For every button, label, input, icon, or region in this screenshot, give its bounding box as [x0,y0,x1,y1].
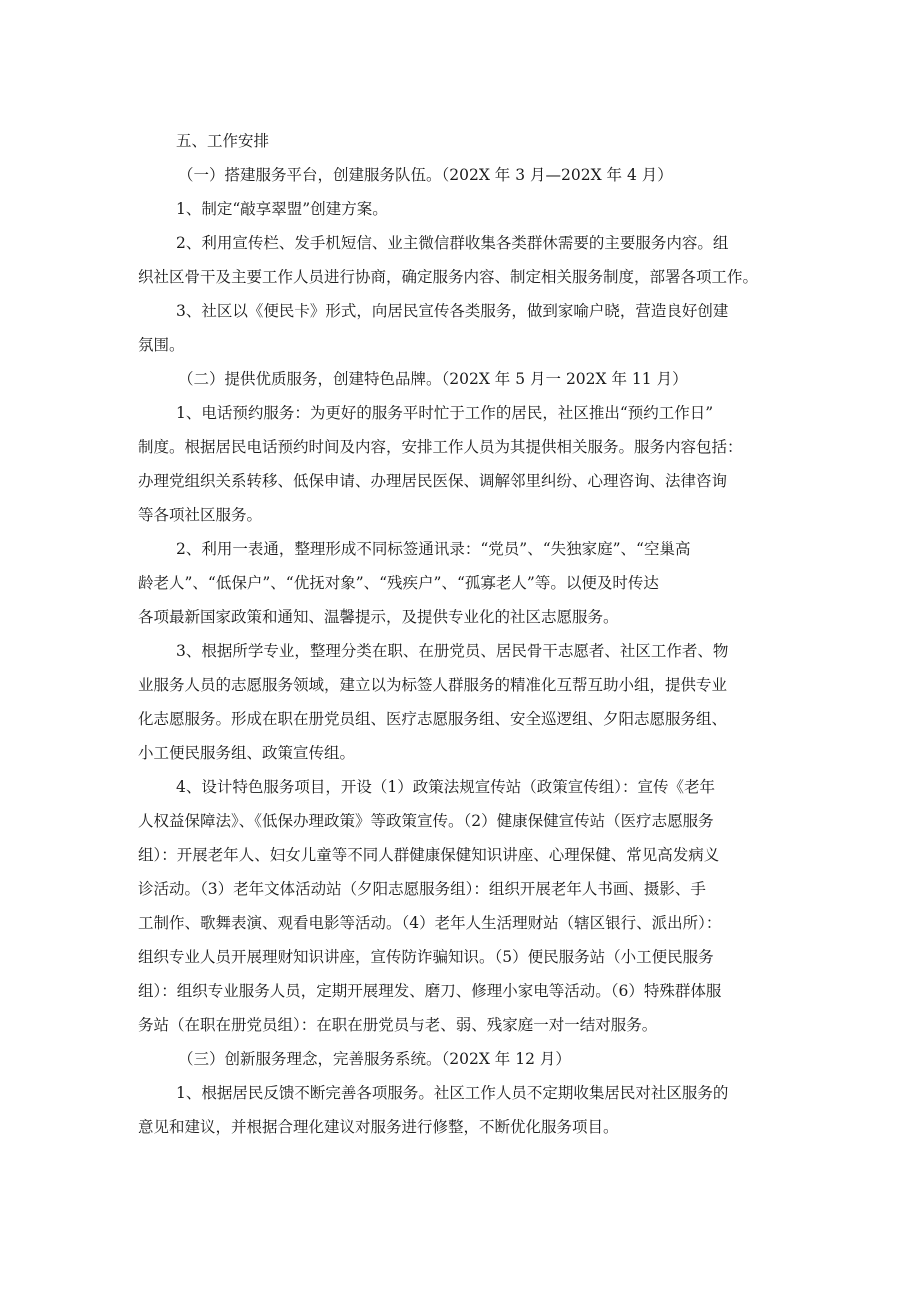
subsection-heading-3: （三）创新服务理念，完善服务系统。（202X 年 12 月） [178,1050,571,1068]
paragraph-2-4-line-6: 组织专业人员开展理财知识讲座，宣传防诈骗知识。（5）便民服务站（小工便民服务 [138,948,714,966]
paragraph-2-3-line-3: 化志愿服务。形成在职在册党员组、医疗志愿服务组、安全巡逻组、夕阳志愿服务组、 [138,710,728,728]
paragraph-2-2-line-1: 2、利用一表通，整理形成不同标签通讯录：“党员”、“失独家庭”、“空巢高 [176,540,691,558]
document-page [138,124,798,1144]
paragraph-2-3-line-4: 小工便民服务组、政策宣传组。 [138,744,356,762]
section-title: 五、工作安排 [176,132,270,150]
paragraph-2-4-line-7: 组）：组织专业服务人员，定期开展理发、磨刀、修理小家电等活动。（6）特殊群体服 [138,982,722,1000]
paragraph-2-1-line-2: 制度。根据居民电话预约时间及内容，安排工作人员为其提供相关服务。服务内容包括： [138,438,743,456]
paragraph-2-4-line-4: 诊活动。（3）老年文体活动站（夕阳志愿服务组）：组织开展老年人书画、摄影、手 [138,880,706,898]
paragraph-1-3-line-1: 3、社区以《便民卡》形式，向居民宣传各类服务，做到家喻户晓，营造良好创建 [176,302,729,320]
subsection-heading-1: （一）搭建服务平台，创建服务队伍。（202X 年 3 月—202X 年 4 月） [178,166,673,184]
paragraph-1-1: 1、制定“敲享翠盟”创建方案。 [176,200,388,218]
paragraph-2-4-line-8: 务站（在职在册党员组）：在职在册党员与老、弱、残家庭一对一结对服务。 [138,1016,658,1034]
paragraph-2-3-line-2: 业服务人员的志愿服务领域，建立以为标签人群服务的精准化互帮互助小组，提供专业 [138,676,728,694]
subsection-heading-2: （二）提供优质服务，创建特色品牌。（202X 年 5 月一 202X 年 11 月） [178,370,688,388]
paragraph-2-2-line-3: 各项最新国家政策和通知、温馨提示，及提供专业化的社区志愿服务。 [138,608,619,626]
paragraph-2-4-line-3: 组）：开展老年人、妇女儿童等不同人群健康保健知识讲座、心理保健、常见高发病义 [138,846,720,864]
paragraph-3-1-line-1: 1、根据居民反馈不断完善各项服务。社区工作人员不定期收集居民对社区服务的 [176,1084,729,1102]
paragraph-3-1-line-2: 意见和建议，并根据合理化建议对服务进行修整，不断优化服务项目。 [138,1118,619,1136]
paragraph-1-2-line-1: 2、利用宣传栏、发手机短信、业主微信群收集各类群休需要的主要服务内容。组 [176,234,729,252]
paragraph-2-1-line-3: 办理党组织关系转移、低保申请、办理居民医保、调解邻里纠纷、心理咨询、法律咨询 [138,472,728,490]
paragraph-2-4-line-2: 人权益保障法》、《低保办理政策》等政策宣传。（2）健康保健宣传站（医疗志愿服务 [138,812,714,830]
paragraph-1-3-line-2: 氛围。 [138,336,185,354]
paragraph-2-4-line-5: 工制作、歌舞表演、观看电影等活动。（4）老年人生活理财站（辖区银行、派出所）： [138,914,722,932]
paragraph-2-1-line-1: 1、电话预约服务：为更好的服务平时忙于工作的居民，社区推出“预约工作日” [176,404,714,422]
paragraph-2-1-line-4: 等各项社区服务。 [138,506,263,524]
paragraph-1-2-line-2: 织社区骨干及主要工作人员进行协商，确定服务内容、制定相关服务制度，部署各项工作。 [138,268,759,286]
paragraph-2-4-line-1: 4、设计特色服务项目，开设（1）政策法规宣传站（政策宣传组）：宣传《老年 [176,778,715,796]
paragraph-2-3-line-1: 3、根据所学专业，整理分类在职、在册党员、居民骨干志愿者、社区工作者、物 [176,642,729,660]
paragraph-2-2-line-2: 龄老人”、“低保户”、“优抚对象”、“残疾户”、“孤寡老人”等。以便及时传达 [138,574,659,592]
